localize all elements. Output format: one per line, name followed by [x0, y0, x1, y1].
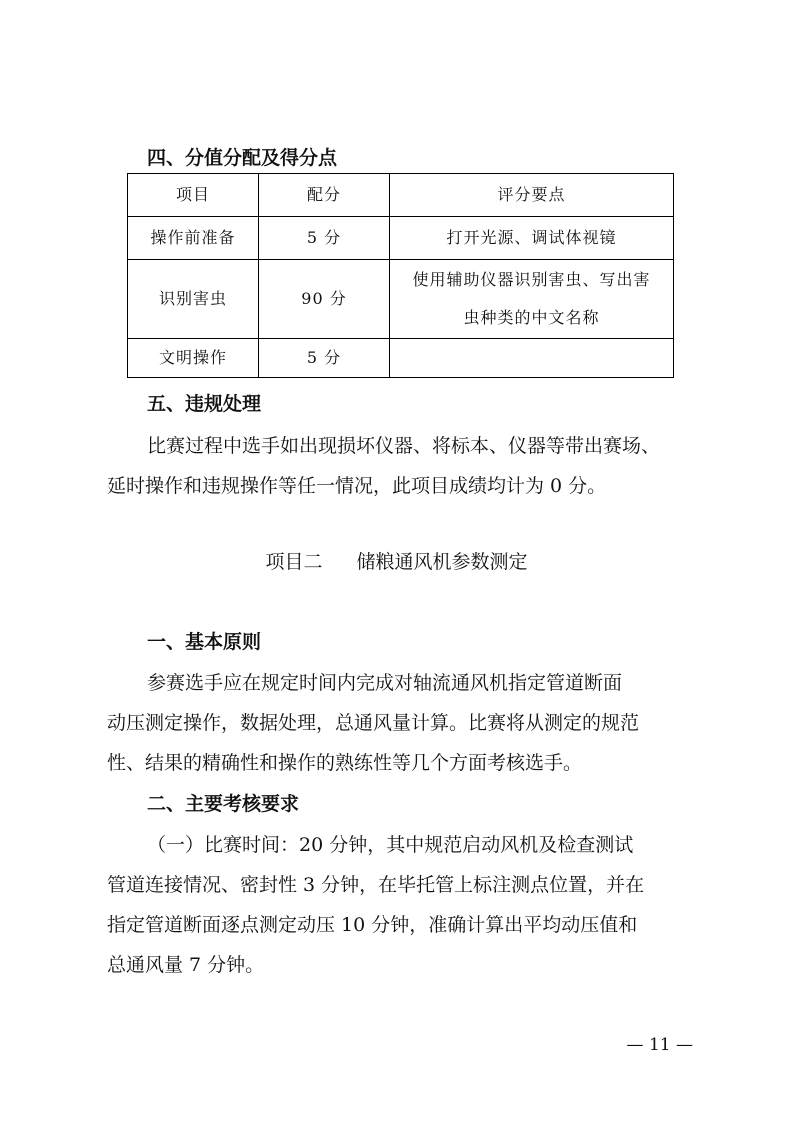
table-row	[128, 217, 674, 260]
section-5-heading: 五、违规处理	[147, 393, 262, 415]
section-4-heading: 四、分值分配及得分点	[147, 147, 338, 169]
row-item: 操作前准备	[128, 217, 259, 260]
row-criteria	[390, 260, 674, 339]
paragraph-line: （一）比赛时间：20 分钟，其中规范启动风机及检查测试	[147, 834, 634, 856]
project-title	[0, 550, 793, 574]
table-row	[128, 339, 674, 378]
row-criteria	[390, 339, 674, 378]
paragraph-line: 动压测定操作，数据处理，总通风量计算。比赛将从测定的规范	[107, 712, 640, 734]
criteria-line: 虫种类的中文名称	[463, 308, 600, 327]
project-number: 项目二	[265, 551, 323, 573]
project-name: 储粮通风机参数测定	[356, 551, 528, 573]
requirements-heading: 二、主要考核要求	[147, 793, 300, 815]
header-item: 项目	[128, 174, 259, 217]
row-score: 90 分	[259, 260, 390, 339]
paragraph-line: 指定管道断面逐点测定动压 10 分钟，准确计算出平均动压值和	[107, 914, 638, 936]
score-table	[127, 173, 674, 378]
header-criteria: 评分要点	[390, 174, 674, 217]
row-score: 5 分	[259, 339, 390, 378]
paragraph-line: 总通风量 7 分钟。	[107, 954, 265, 976]
header-score: 配分	[259, 174, 390, 217]
principles-heading: 一、基本原则	[147, 631, 262, 653]
row-criteria	[390, 217, 674, 260]
table-header-row	[128, 174, 674, 217]
row-score: 5 分	[259, 217, 390, 260]
paragraph-line: 管道连接情况、密封性 3 分钟，在毕托管上标注测点位置，并在	[107, 874, 645, 896]
paragraph-line: 性、结果的精确性和操作的熟练性等几个方面考核选手。	[107, 752, 583, 774]
paragraph-line: 参赛选手应在规定时间内完成对轴流通风机指定管道断面	[147, 672, 623, 694]
row-item: 文明操作	[128, 339, 259, 378]
paragraph-line: 延时操作和违规操作等任一情况，此项目成绩均计为 0 分。	[107, 475, 607, 497]
table-row	[128, 260, 674, 339]
criteria-line: 打开光源、调试体视镜	[446, 228, 617, 247]
page-number: — 11 —	[626, 1035, 693, 1055]
row-item: 识别害虫	[128, 260, 259, 339]
paragraph-line: 比赛过程中选手如出现损坏仪器、将标本、仪器等带出赛场、	[147, 435, 661, 457]
criteria-line: 使用辅助仪器识别害虫、写出害	[412, 270, 651, 289]
